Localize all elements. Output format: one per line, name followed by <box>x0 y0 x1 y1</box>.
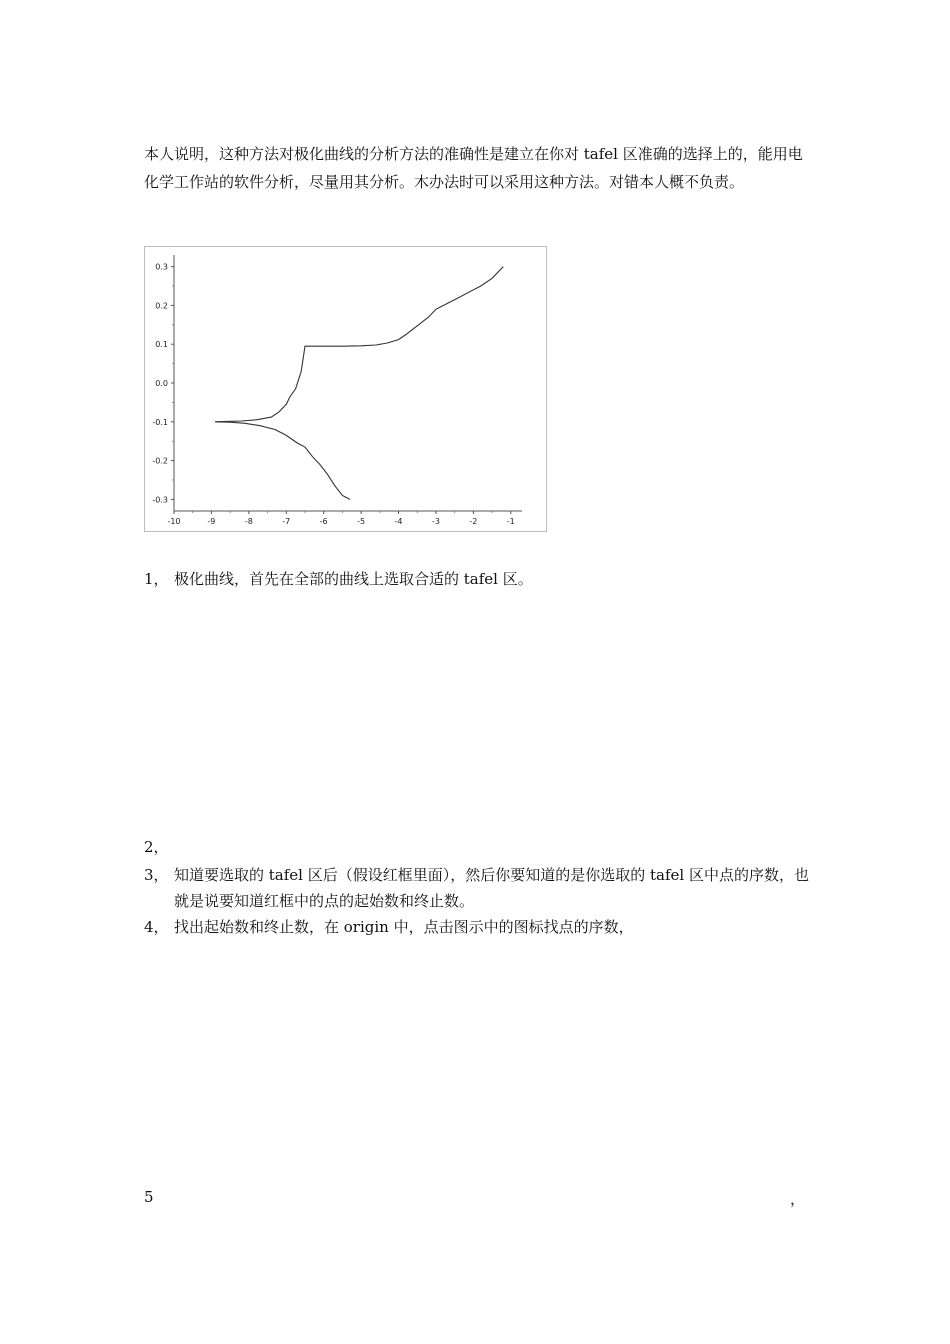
y-tick-label: -0.1 <box>152 417 168 427</box>
x-tick-label: -2 <box>469 517 478 526</box>
x-tick-label: -5 <box>357 517 366 526</box>
intro-paragraph: 本人说明，这种方法对极化曲线的分析方法的准确性是建立在你对 tafel 区准确的选择上的，能用电化学工作站的软件分析，尽量用其分析。木办法时可以采用这种方法。对错本人概不负责。 <box>144 145 803 191</box>
x-tick-label: -8 <box>244 517 253 526</box>
step-4 <box>144 914 814 940</box>
step-3-number: 3， <box>144 866 169 884</box>
y-tick-label: -0.2 <box>152 456 168 466</box>
x-tick-label: -9 <box>207 517 216 526</box>
x-tick-label: -4 <box>394 517 403 526</box>
x-tick-label: -6 <box>319 517 328 526</box>
x-tick-label: -1 <box>506 517 515 526</box>
x-tick-label: -7 <box>282 517 291 526</box>
step-5-number: 5 <box>144 1188 154 1206</box>
step-3-text: 知道要选取的 tafel 区后（假设红框里面），然后你要知道的是你选取的 tafel 区中点的序数，也就是说要知道红框中的点的起始数和终止数。 <box>174 866 809 910</box>
step-1 <box>144 566 814 592</box>
x-tick-label: -3 <box>431 517 440 526</box>
step-4-number: 4， <box>144 918 169 936</box>
polarization-curve-chart <box>144 246 547 532</box>
cathodic-branch-line <box>215 422 350 500</box>
anodic-branch-line <box>215 267 503 422</box>
step-5-comma: ， <box>790 1190 806 1208</box>
step-2-number: 2， <box>144 838 169 856</box>
step-3 <box>144 862 814 914</box>
step-1-number: 1， <box>144 570 169 588</box>
y-tick-label: 0.2 <box>155 301 168 311</box>
step-1-text: 极化曲线，首先在全部的曲线上选取合适的 tafel 区。 <box>174 570 533 588</box>
x-tick-label: -10 <box>167 517 181 526</box>
y-tick-label: -0.3 <box>152 495 168 505</box>
y-tick-label: 0.3 <box>155 262 168 272</box>
y-tick-label: 0.0 <box>155 379 168 388</box>
step-4-text: 找出起始数和终止数，在 origin 中，点击图示中的图标找点的序数， <box>174 918 634 936</box>
y-tick-label: 0.1 <box>155 340 168 350</box>
chart-canvas <box>145 247 546 531</box>
